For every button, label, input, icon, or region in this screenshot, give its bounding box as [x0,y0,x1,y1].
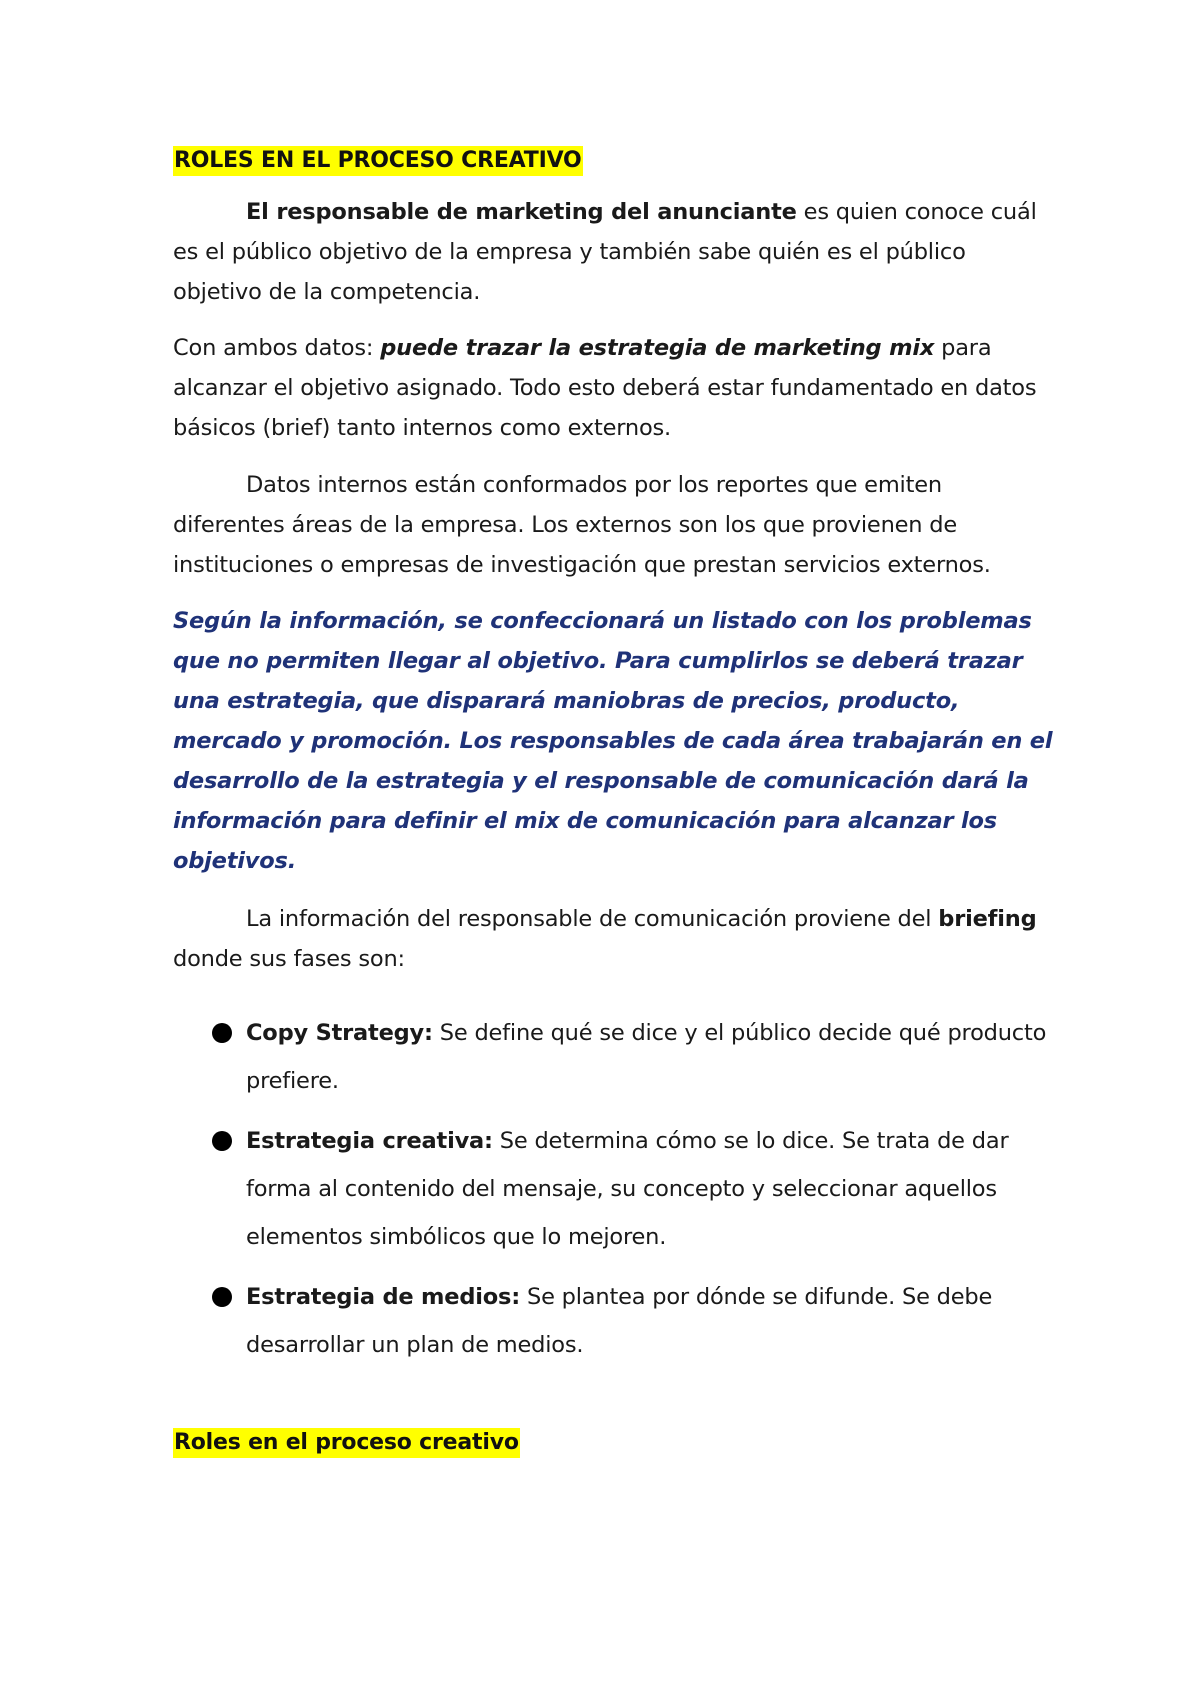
list-item-text [246,1273,1053,1369]
paragraph-marketing-responsible [173,192,1053,312]
paragraph1-bold: El responsable de marketing del anunciante [246,199,797,225]
briefing-phases-list [173,1009,1053,1369]
paragraph-emphasis-blue: Según la información, se confeccionará un listado con los problemas que no permiten llegar al objetivo. Para cumplirlos se deberá trazar una estrategia, que disparará maniobras de precios, producto, mercado y promoción. Los responsables de cada área trabajarán en el desarrollo de la estrategia y el responsable de comunicación dará la información para definir el mix de comunicación para alcanzar los objetivos. [173,608,1053,874]
paragraph5-rest: donde sus fases son: [173,946,405,972]
heading-top-wrap [173,140,1053,176]
bullet-icon [212,1287,232,1307]
paragraph2-lead: Con ambos datos: [173,335,381,361]
paragraph5-lead: La información del responsable de comunicación proviene del [246,906,939,932]
paragraph1-rest: es quien conoce cuál es el público objetivo de la empresa y también sabe quién es el público objetivo de la competencia. [173,199,1037,305]
paragraph2-rest: para alcanzar el objetivo asignado. Todo esto deberá estar fundamentado en datos básicos (brief) tanto internos como externos. [173,335,1037,441]
list-item-text [246,1117,1053,1261]
list-item-copy-strategy [173,1009,1053,1105]
paragraph-internal-data: Datos internos están conformados por los reportes que emiten diferentes áreas de la empresa. Los externos son los que provienen de instituciones o empresas de investigación que prestan servicios externos. [173,472,991,578]
list-item-media-strategy [173,1273,1053,1369]
heading-bottom: Roles en el proceso creativo [173,1428,520,1458]
list-item-term: Copy Strategy: [246,1020,433,1046]
list-item-description: Se determina cómo se lo dice. Se trata de dar forma al contenido del mensaje, su concepto y seleccionar aquellos elementos simbólicos que lo mejoren. [246,1128,1009,1250]
list-item-creative-strategy [173,1117,1053,1261]
paragraph5-bold: briefing [938,906,1037,932]
bullet-icon [212,1023,232,1043]
list-item-text [246,1009,1053,1105]
heading-bottom-wrap [173,1422,1053,1458]
paragraph2-bold-italic: puede trazar la estrategia de marketing mix [380,335,935,361]
heading-top: ROLES EN EL PROCESO CREATIVO [173,146,583,176]
paragraph-both-data [173,328,1053,448]
list-item-term: Estrategia creativa: [246,1128,493,1154]
bullet-icon [212,1131,232,1151]
paragraph-briefing [173,899,1053,979]
list-item-description: Se define qué se dice y el público decide qué producto prefiere. [246,1020,1047,1094]
document-body [173,140,1053,1458]
list-item-description: Se plantea por dónde se difunde. Se debe desarrollar un plan de medios. [246,1284,993,1358]
list-item-term: Estrategia de medios: [246,1284,521,1310]
